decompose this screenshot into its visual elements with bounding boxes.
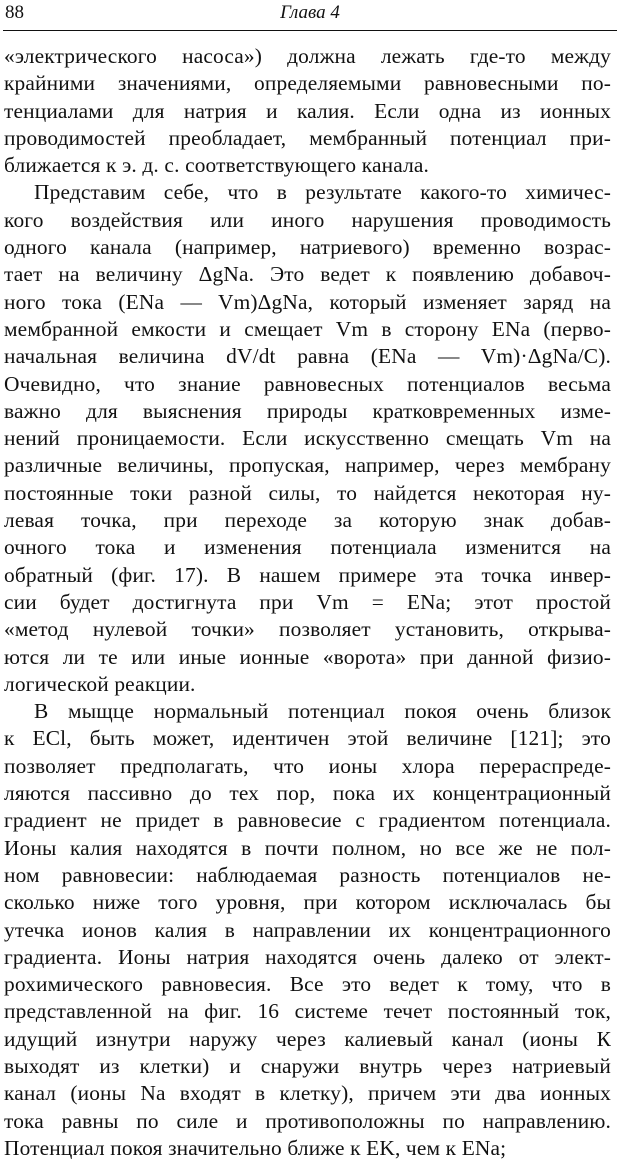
page-header [3, 2, 617, 31]
text-line: идущий изнутри наружу через калиевый канал (ионы К [4, 1026, 611, 1051]
text-line: проводимостей преобладает, мембранный потенциал при- [4, 125, 611, 150]
text-line: Представим себе, что в результате какого-то химичес- [34, 180, 611, 205]
text-line: кого воздействия или иного нарушения проводимость [4, 207, 611, 232]
text-line: начальная величина dV/dt равна (ENa — Vm)·ΔgNa/C). [4, 344, 611, 369]
text-line: тока равны по силе и противоположны по направлению. [4, 1108, 611, 1133]
text-line: сколько ниже того уровня, при котором исключалась бы [4, 890, 611, 915]
text-line: градиент не придет в равновесие с градиентом потенциала. [4, 808, 611, 833]
text-line: к ECl, быть может, идентичен этой величине [121]; это [4, 726, 611, 751]
text-line: крайними значениями, определяемыми равновесными по- [4, 71, 611, 96]
text-line: логической реакции. [4, 671, 196, 696]
text-line: различные величины, пропуская, например, через мембрану [4, 453, 611, 478]
text-line: ляются пассивно до тех пор, пока их концентрационный [4, 781, 611, 806]
text-line: мембранной емкости и смещает Vm в сторону ENa (перво- [4, 316, 611, 341]
text-line: постоянные токи разной силы, то найдется некоторая ну- [4, 480, 611, 505]
text-line: рохимического равновесия. Все это ведет к тому, что в [4, 972, 611, 997]
text-line: важно для выяснения природы кратковременных изме- [4, 398, 611, 423]
page-number: 88 [5, 2, 24, 23]
text-line: тенциалами для натрия и калия. Если одна из ионных [4, 98, 611, 123]
text-line: тает на величину ΔgNa. Это ведет к появлению добавоч- [4, 262, 611, 287]
text-line: нений проницаемости. Если искусственно смещать Vm на [4, 426, 611, 451]
text-line: одного канала (например, натриевого) временно возрас- [4, 235, 611, 260]
text-line: ются ли те или иные ионные «ворота» при данной физио- [4, 644, 611, 669]
text-line: позволяет предполагать, что ионы хлора перераспреде- [4, 753, 611, 778]
text-line: сии будет достигнута при Vm = ENa; этот простой [4, 589, 611, 614]
text-line: «метод нулевой точки» позволяет установить, открыва- [4, 617, 611, 642]
text-line: очного тока и изменения потенциала изменится на [4, 535, 611, 560]
text-line: ближается к э. д. с. соответствующего канала. [4, 153, 430, 178]
text-line: левая точка, при переходе за которую знак добав- [4, 508, 611, 533]
text-line: Потенциал покоя значительно ближе к EK, чем к ENa; [4, 1135, 507, 1160]
text-line: Ионы калия находятся в почти полном, но все же не пол- [4, 835, 611, 860]
text-line: ном равновесии: наблюдаемая разность потенциалов не- [4, 862, 611, 887]
text-line: ного тока (ENa — Vm)ΔgNa, который изменяет заряд на [4, 289, 611, 314]
running-title: Глава 4 [280, 2, 340, 23]
text-line: Очевидно, что знание равновесных потенциалов весьма [4, 371, 611, 396]
text-line: В мыщце нормальный потенциал покоя очень близок [34, 699, 611, 724]
body-text [4, 43, 611, 1162]
text-line: обратный (фиг. 17). В нашем примере эта точка инвер- [4, 562, 611, 587]
text-line: «электрического насоса») должна лежать где-то между [4, 44, 611, 68]
text-line: представленной на фиг. 16 системе течет постоянный ток, [4, 999, 611, 1024]
text-line: градиента. Ионы натрия находятся очень далеко от элект- [4, 944, 611, 969]
text-line: выходят из клетки) и снаружи внутрь через натриевый [4, 1053, 611, 1078]
text-line: утечка ионов калия в направлении их концентрационного [4, 917, 611, 942]
text-line: канал (ионы Na входят в клетку), причем эти два ионных [4, 1081, 611, 1106]
